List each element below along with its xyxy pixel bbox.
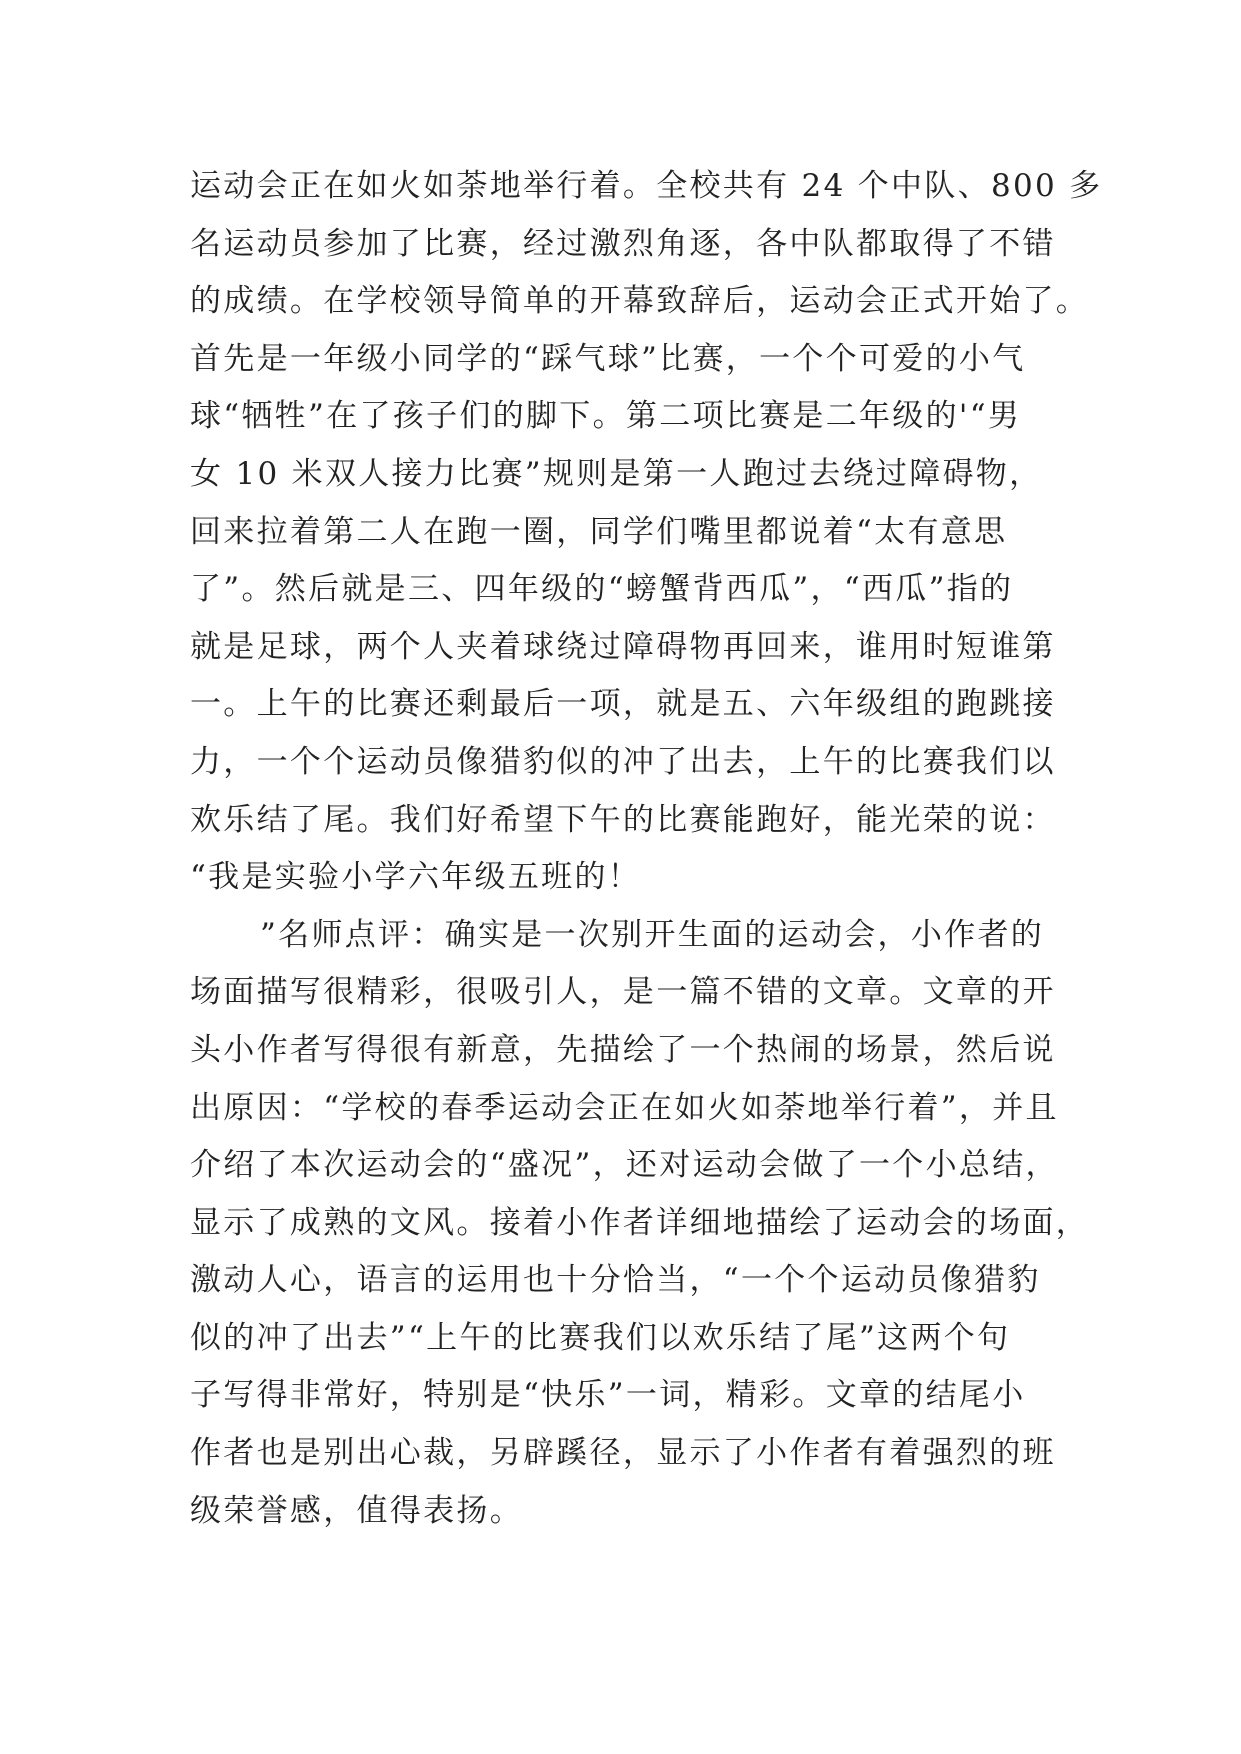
text-line: 力，一个个运动员像猎豹似的冲了出去，上午的比赛我们以 (190, 743, 1056, 780)
text-line: 欢乐结了尾。我们好希望下午的比赛能跑好，能光荣的说： (190, 801, 1056, 838)
text-line: 的成绩。在学校领导简单的开幕致辞后，运动会正式开始了。 (190, 283, 1090, 320)
text-line: “我是实验小学六年级五班的！ (190, 859, 642, 896)
text-line: 女 10 米双人接力比赛”规则是第一人跑过去绕过障碍物， (190, 455, 1043, 492)
text-line: 名运动员参加了比赛，经过激烈角逐，各中队都取得了不错 (190, 225, 1056, 262)
text-line: 运动会正在如火如荼地举行着。全校共有 24 个中队、800 多 (190, 168, 1103, 204)
text-line: 作者也是别出心裁，另辟蹊径，显示了小作者有着强烈的班 (190, 1435, 1056, 1472)
text-line: 首先是一年级小同学的“踩气球”比赛，一个个可爱的小气 (190, 340, 1026, 377)
article-body (190, 158, 1103, 1540)
text-line: 激动人心，语言的运用也十分恰当，“一个个运动员像猎豹 (190, 1262, 1041, 1299)
text-line: 子写得非常好，特别是“快乐”一词，精彩。文章的结尾小 (190, 1377, 1026, 1414)
text-line: 回来拉着第二人在跑一圈，同学们嘴里都说着“太有意思 (190, 513, 1008, 550)
text-line: 就是足球，两个人夹着球绕过障碍物再回来，谁用时短谁第 (190, 628, 1056, 665)
text-line: 出原因：“学校的春季运动会正在如火如荼地举行着”，并且 (190, 1089, 1059, 1126)
text-line: 一。上午的比赛还剩最后一项，就是五、六年级组的跑跳接 (190, 686, 1056, 723)
text-line: 头小作者写得很有新意，先描绘了一个热闹的场景，然后说 (190, 1031, 1056, 1068)
text-line: 场面描写很精彩，很吸引人，是一篇不错的文章。文章的开 (190, 974, 1056, 1011)
text-line: 级荣誉感，值得表扬。 (190, 1492, 523, 1529)
comment-first-line: ”名师点评：确实是一次别开生面的运动会，小作者的 (260, 916, 1045, 953)
text-line: 介绍了本次运动会的“盛况”，还对运动会做了一个小总结， (190, 1147, 1059, 1184)
text-line: 显示了成熟的文风。接着小作者详细地描绘了运动会的场面， (190, 1204, 1090, 1241)
text-line: 似的冲了出去”“上午的比赛我们以欢乐结了尾”这两个句 (190, 1319, 1011, 1356)
text-line: 球“牺牲”在了孩子们的脚下。第二项比赛是二年级的'“男 (190, 398, 1022, 435)
text-line: 了”。然后就是三、四年级的“螃蟹背西瓜”，“西瓜”指的 (190, 571, 1014, 608)
